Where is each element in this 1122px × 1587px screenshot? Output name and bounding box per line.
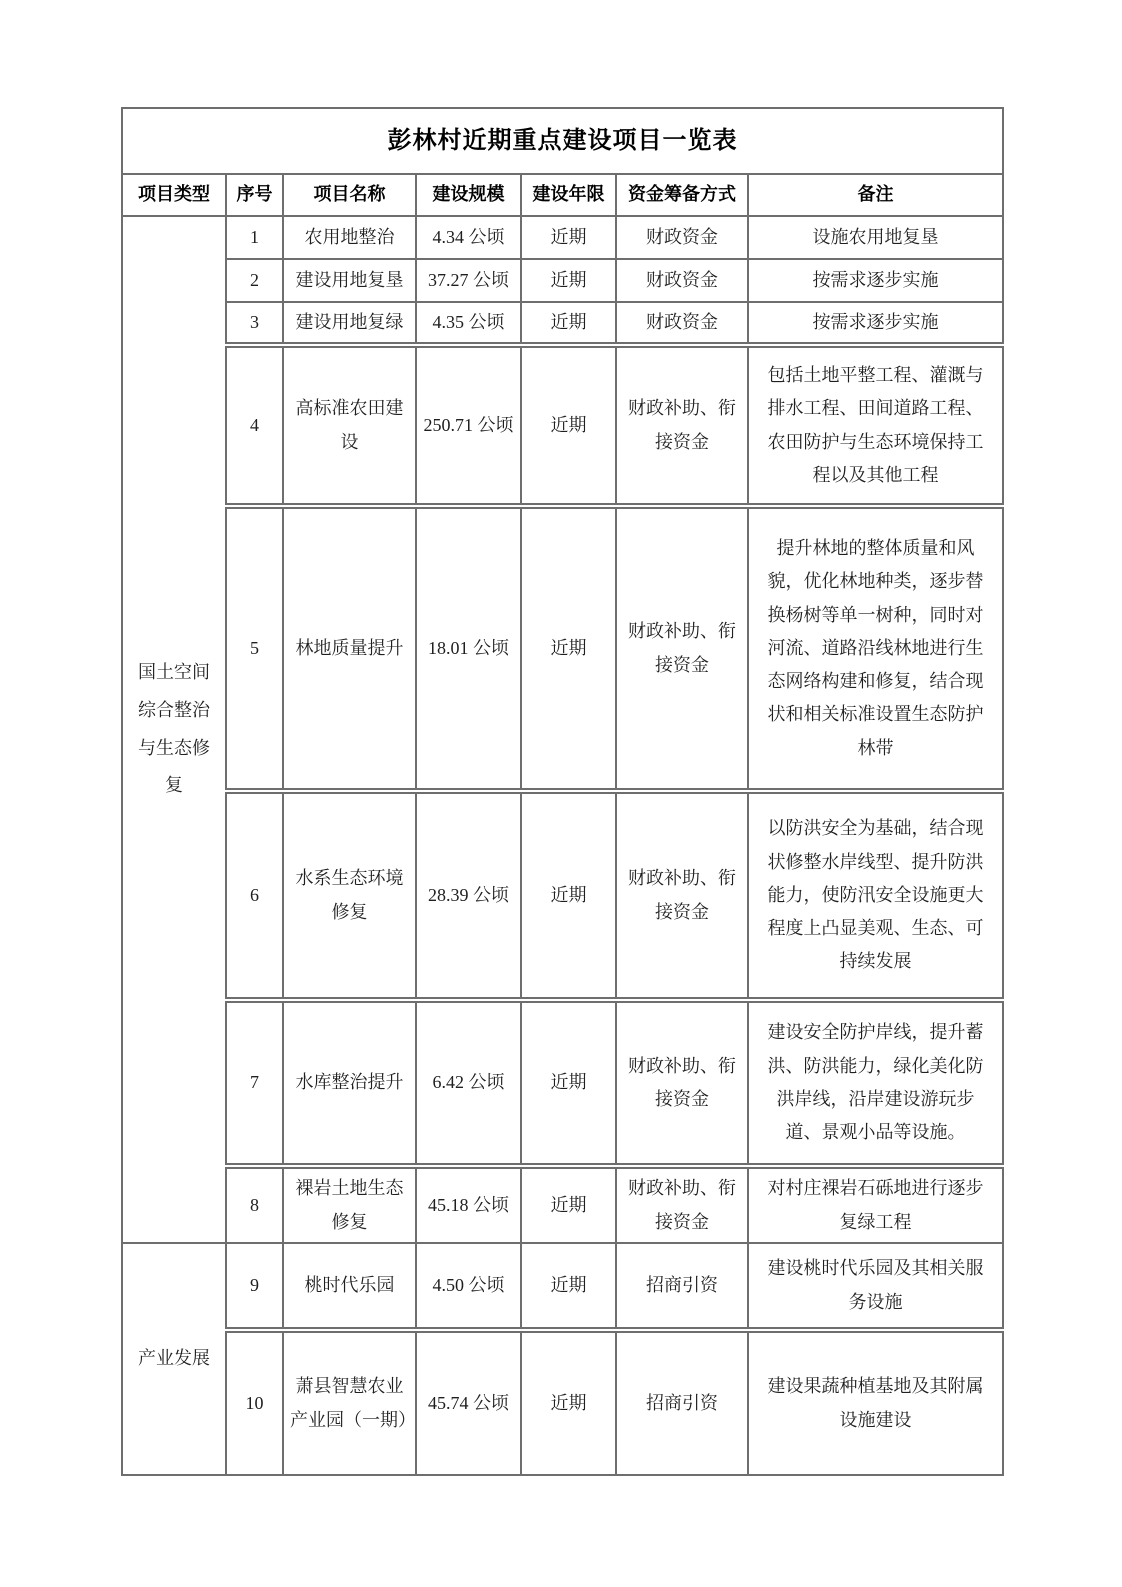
cell-period: 近期 bbox=[521, 216, 616, 259]
column-header: 序号 bbox=[226, 174, 283, 216]
cell-scale: 6.42 公顷 bbox=[416, 1000, 521, 1166]
cell-no: 5 bbox=[226, 506, 283, 791]
category-cell: 国土空间综合整治与生态修复 bbox=[122, 216, 226, 1243]
header-row bbox=[122, 174, 1003, 216]
cell-no: 2 bbox=[226, 259, 283, 302]
cell-period: 近期 bbox=[521, 345, 616, 506]
cell-note: 按需求逐步实施 bbox=[748, 259, 1003, 302]
table-row bbox=[122, 216, 1003, 259]
cell-funding: 财政资金 bbox=[616, 302, 748, 345]
cell-funding: 招商引资 bbox=[616, 1330, 748, 1475]
table-row bbox=[122, 506, 1003, 791]
cell-name: 农用地整治 bbox=[283, 216, 416, 259]
cell-note: 按需求逐步实施 bbox=[748, 302, 1003, 345]
cell-name: 裸岩土地生态修复 bbox=[283, 1166, 416, 1243]
table-row bbox=[122, 259, 1003, 302]
cell-no: 7 bbox=[226, 1000, 283, 1166]
cell-name: 水系生态环境修复 bbox=[283, 791, 416, 1000]
cell-no: 4 bbox=[226, 345, 283, 506]
cell-note: 设施农用地复垦 bbox=[748, 216, 1003, 259]
cell-no: 1 bbox=[226, 216, 283, 259]
table-row bbox=[122, 1166, 1003, 1243]
cell-name: 桃时代乐园 bbox=[283, 1243, 416, 1330]
cell-scale: 28.39 公顷 bbox=[416, 791, 521, 1000]
table-title: 彭林村近期重点建设项目一览表 bbox=[122, 108, 1003, 174]
cell-scale: 45.74 公顷 bbox=[416, 1330, 521, 1475]
cell-note: 提升林地的整体质量和风貌，优化林地种类，逐步替换杨树等单一树种，同时对河流、道路沿线林地进行生态网络构建和修复，结合现状和相关标准设置生态防护林带 bbox=[748, 506, 1003, 791]
table-row bbox=[122, 1330, 1003, 1475]
cell-scale: 250.71 公顷 bbox=[416, 345, 521, 506]
cell-funding: 招商引资 bbox=[616, 1243, 748, 1330]
cell-scale: 4.50 公顷 bbox=[416, 1243, 521, 1330]
cell-scale: 18.01 公顷 bbox=[416, 506, 521, 791]
table-row bbox=[122, 1000, 1003, 1166]
table-row bbox=[122, 1243, 1003, 1330]
cell-note: 包括土地平整工程、灌溉与排水工程、田间道路工程、农田防护与生态环境保持工程以及其他工程 bbox=[748, 345, 1003, 506]
cell-note: 对村庄裸岩石砾地进行逐步复绿工程 bbox=[748, 1166, 1003, 1243]
column-header: 建设年限 bbox=[521, 174, 616, 216]
cell-period: 近期 bbox=[521, 791, 616, 1000]
cell-no: 6 bbox=[226, 791, 283, 1000]
cell-funding: 财政资金 bbox=[616, 259, 748, 302]
cell-note: 建设果蔬种植基地及其附属设施建设 bbox=[748, 1330, 1003, 1475]
cell-name: 建设用地复垦 bbox=[283, 259, 416, 302]
cell-period: 近期 bbox=[521, 506, 616, 791]
cell-period: 近期 bbox=[521, 302, 616, 345]
table-row bbox=[122, 791, 1003, 1000]
column-header: 项目名称 bbox=[283, 174, 416, 216]
cell-period: 近期 bbox=[521, 259, 616, 302]
cell-no: 9 bbox=[226, 1243, 283, 1330]
cell-scale: 37.27 公顷 bbox=[416, 259, 521, 302]
column-header: 备注 bbox=[748, 174, 1003, 216]
cell-no: 3 bbox=[226, 302, 283, 345]
cell-funding: 财政补助、衔接资金 bbox=[616, 791, 748, 1000]
cell-no: 10 bbox=[226, 1330, 283, 1475]
cell-period: 近期 bbox=[521, 1166, 616, 1243]
cell-funding: 财政补助、衔接资金 bbox=[616, 1166, 748, 1243]
cell-scale: 4.34 公顷 bbox=[416, 216, 521, 259]
cell-funding: 财政补助、衔接资金 bbox=[616, 506, 748, 791]
cell-scale: 4.35 公顷 bbox=[416, 302, 521, 345]
cell-scale: 45.18 公顷 bbox=[416, 1166, 521, 1243]
cell-period: 近期 bbox=[521, 1243, 616, 1330]
cell-name: 林地质量提升 bbox=[283, 506, 416, 791]
cell-funding: 财政补助、衔接资金 bbox=[616, 345, 748, 506]
cell-period: 近期 bbox=[521, 1000, 616, 1166]
title-row bbox=[122, 108, 1003, 174]
table-row bbox=[122, 302, 1003, 345]
projects-table bbox=[121, 107, 1004, 1476]
cell-name: 建设用地复绿 bbox=[283, 302, 416, 345]
cell-note: 以防洪安全为基础，结合现状修整水岸线型、提升防洪能力，使防汛安全设施更大程度上凸显美观、生态、可持续发展 bbox=[748, 791, 1003, 1000]
category-cell: 产业发展 bbox=[122, 1243, 226, 1475]
column-header: 建设规模 bbox=[416, 174, 521, 216]
column-header: 项目类型 bbox=[122, 174, 226, 216]
cell-funding: 财政补助、衔接资金 bbox=[616, 1000, 748, 1166]
column-header: 资金筹备方式 bbox=[616, 174, 748, 216]
cell-name: 高标准农田建设 bbox=[283, 345, 416, 506]
cell-name: 萧县智慧农业产业园（一期） bbox=[283, 1330, 416, 1475]
cell-note: 建设桃时代乐园及其相关服务设施 bbox=[748, 1243, 1003, 1330]
cell-note: 建设安全防护岸线，提升蓄洪、防洪能力，绿化美化防洪岸线，沿岸建设游玩步道、景观小品等设施。 bbox=[748, 1000, 1003, 1166]
cell-period: 近期 bbox=[521, 1330, 616, 1475]
table-row bbox=[122, 345, 1003, 506]
cell-name: 水库整治提升 bbox=[283, 1000, 416, 1166]
cell-no: 8 bbox=[226, 1166, 283, 1243]
cell-funding: 财政资金 bbox=[616, 216, 748, 259]
